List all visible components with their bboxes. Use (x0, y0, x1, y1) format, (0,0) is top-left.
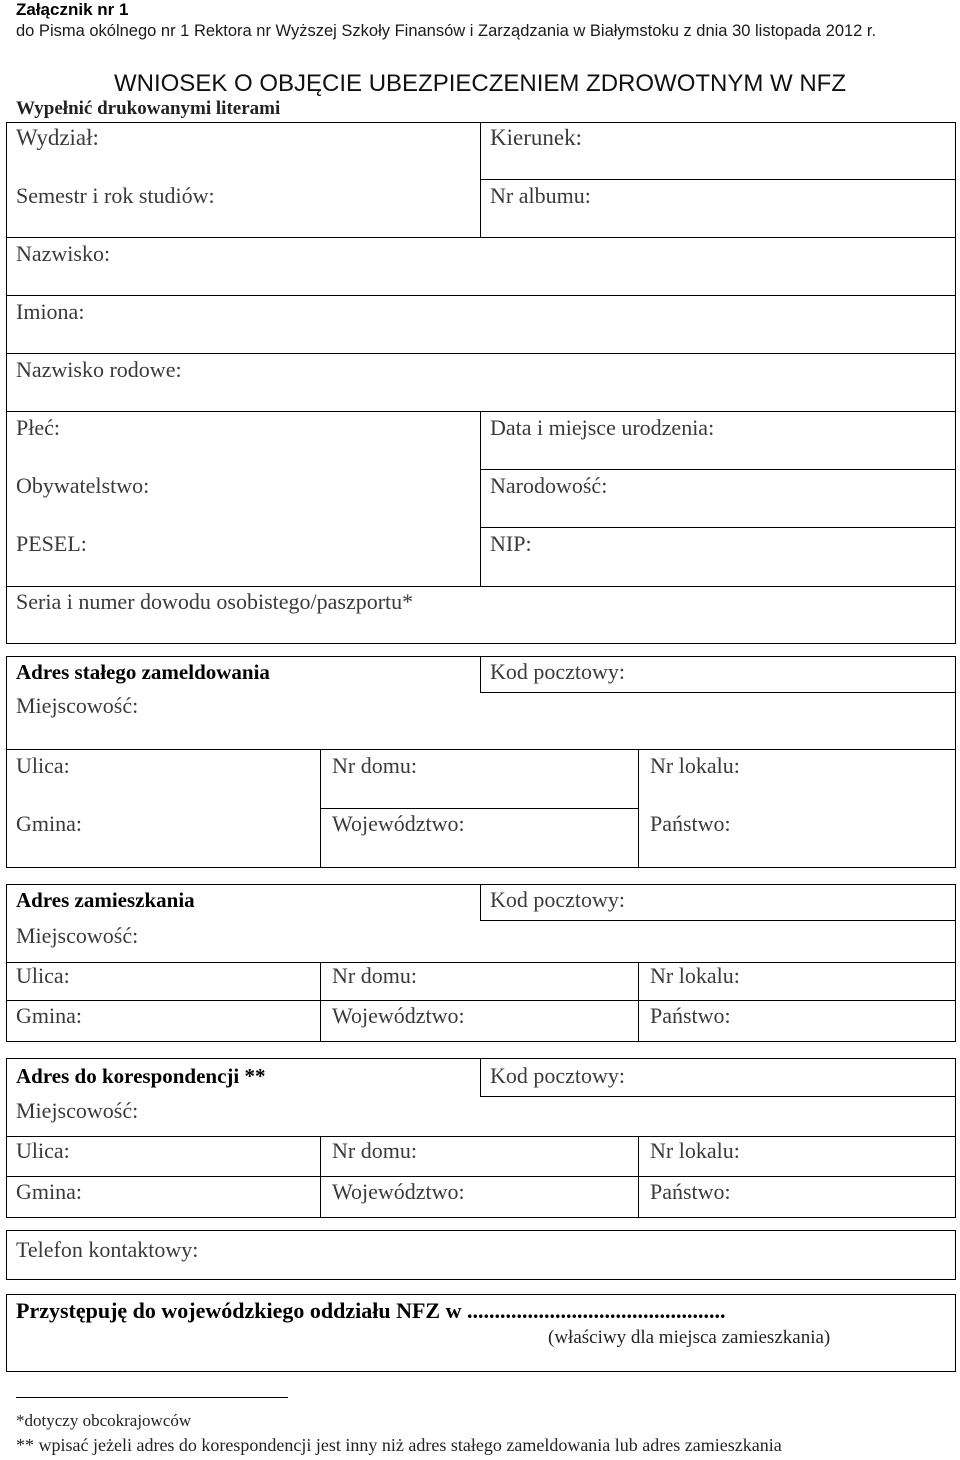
narodowosc-label[interactable]: Narodowość: (490, 473, 608, 498)
divider (480, 179, 956, 180)
instruction: Wypełnić drukowanymi literami (16, 98, 281, 119)
page-title: WNIOSEK O OBJĘCIE UBEZPIECZENIEM ZDROWOTNYM W NFZ (113, 70, 846, 97)
divider (638, 1136, 639, 1218)
divider (480, 692, 956, 693)
footnote-separator (16, 1397, 288, 1398)
residence-miejscowosc-label[interactable]: Miejscowość: (16, 923, 139, 948)
divider (6, 1136, 956, 1137)
kierunek-label[interactable]: Kierunek: (490, 125, 582, 150)
correspondence-miejscowosc-label[interactable]: Miejscowość: (16, 1098, 139, 1123)
imiona-label[interactable]: Imiona: (16, 299, 85, 324)
permanent-address-heading: Adres stałego zameldowania (16, 660, 270, 684)
nazwisko-label[interactable]: Nazwisko: (16, 241, 111, 266)
permanent-kod-label[interactable]: Kod pocztowy: (490, 659, 626, 684)
correspondence-kod-label[interactable]: Kod pocztowy: (490, 1063, 626, 1088)
attachment-label: Załącznik nr 1 (16, 0, 129, 19)
divider (480, 1058, 481, 1096)
correspondence-gmina-label[interactable]: Gmina: (16, 1179, 82, 1204)
permanent-gmina-label[interactable]: Gmina: (16, 811, 82, 836)
data-miejsce-urodzenia-label[interactable]: Data i miejsce urodzenia: (490, 415, 715, 440)
footnote-2: ** wpisać jeżeli adres do korespondencji jest inny niż adres stałego zameldowania lub adres zamieszkania (16, 1435, 782, 1455)
nip-label[interactable]: NIP: (490, 531, 532, 556)
residence-nr-lokalu-label[interactable]: Nr lokalu: (650, 963, 740, 988)
divider (6, 1176, 956, 1177)
divider (480, 656, 481, 692)
correspondence-wojewodztwo-label[interactable]: Województwo: (332, 1179, 465, 1204)
correspondence-ulica-label[interactable]: Ulica: (16, 1138, 70, 1163)
obywatelstwo-label[interactable]: Obywatelstwo: (16, 473, 150, 498)
divider (6, 411, 956, 412)
divider (320, 808, 638, 809)
divider (480, 920, 956, 921)
footnote-1: *dotyczy obcokrajowców (16, 1411, 192, 1430)
divider (480, 469, 956, 470)
permanent-nr-domu-label[interactable]: Nr domu: (332, 753, 417, 778)
residence-wojewodztwo-label[interactable]: Województwo: (332, 1003, 465, 1028)
semestr-label[interactable]: Semestr i rok studiów: (16, 183, 215, 208)
divider (480, 884, 481, 920)
divider (6, 586, 956, 587)
divider (6, 1000, 956, 1001)
correspondence-nr-lokalu-label[interactable]: Nr lokalu: (650, 1138, 740, 1163)
correspondence-nr-domu-label[interactable]: Nr domu: (332, 1138, 417, 1163)
correspondence-panstwo-label[interactable]: Państwo: (650, 1179, 731, 1204)
correspondence-address-heading: Adres do korespondencji ** (16, 1064, 266, 1088)
permanent-nr-lokalu-label[interactable]: Nr lokalu: (650, 753, 740, 778)
permanent-wojewodztwo-label[interactable]: Województwo: (332, 811, 465, 836)
divider (320, 962, 321, 1042)
residence-panstwo-label[interactable]: Państwo: (650, 1003, 731, 1028)
divider (480, 1096, 956, 1097)
nfz-note: (właściwy dla miejsca zamieszkania) (548, 1327, 831, 1348)
pesel-label[interactable]: PESEL: (16, 531, 87, 556)
divider (480, 411, 481, 586)
divider (6, 237, 956, 238)
divider (6, 295, 956, 296)
wydzial-label[interactable]: Wydział: (16, 125, 99, 150)
nfz-statement[interactable]: Przystępuję do wojewódzkiego oddziału NFZ w ............................................... (16, 1298, 726, 1323)
nr-albumu-label[interactable]: Nr albumu: (490, 183, 591, 208)
residence-nr-domu-label[interactable]: Nr domu: (332, 963, 417, 988)
divider (480, 527, 956, 528)
plec-label[interactable]: Płeć: (16, 415, 60, 440)
telefon-label[interactable]: Telefon kontaktowy: (16, 1237, 199, 1262)
permanent-address-box (6, 656, 956, 868)
divider (6, 353, 956, 354)
residence-ulica-label[interactable]: Ulica: (16, 963, 70, 988)
nazwisko-rodowe-label[interactable]: Nazwisko rodowe: (16, 357, 182, 382)
divider (6, 962, 956, 963)
residence-kod-label[interactable]: Kod pocztowy: (490, 887, 626, 912)
residence-address-heading: Adres zamieszkania (16, 888, 195, 912)
divider (320, 1136, 321, 1218)
dowod-label[interactable]: Seria i numer dowodu osobistego/paszportu* (16, 589, 414, 614)
permanent-ulica-label[interactable]: Ulica: (16, 753, 70, 778)
permanent-panstwo-label[interactable]: Państwo: (650, 811, 731, 836)
residence-gmina-label[interactable]: Gmina: (16, 1003, 82, 1028)
permanent-miejscowosc-label[interactable]: Miejscowość: (16, 693, 139, 718)
divider (6, 749, 956, 750)
divider (638, 962, 639, 1042)
divider (638, 749, 639, 868)
attachment-subtitle: do Pisma okólnego nr 1 Rektora nr Wyższej Szkoły Finansów i Zarządzania w Białymstoku z dnia 30 listopada 2012 r. (16, 22, 877, 40)
